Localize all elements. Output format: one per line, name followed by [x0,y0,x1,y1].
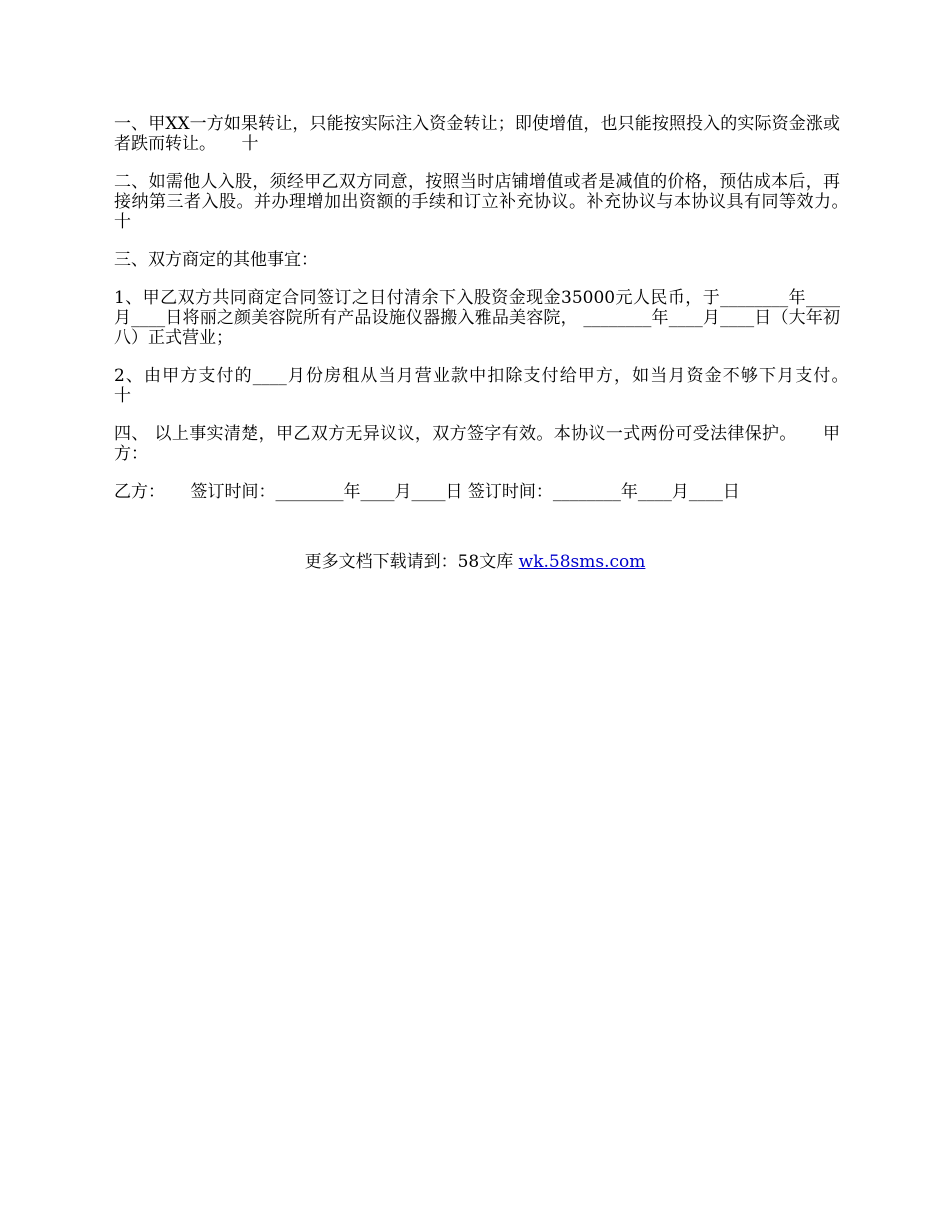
clause-4: 四、 以上事实清楚，甲乙双方无异议议，双方签字有效。本协议一式两份可受法律保护。 甲方： [114,424,840,464]
signature-line: 乙方： 签订时间：________年____月____日 签订时间：________年____月____日 [114,482,740,502]
clause-3-item-1: 1、甲乙双方共同商定合同签订之日付清余下入股资金现金35000元人民币，于________年____月____日将丽之颜美容院所有产品设施仪器搬入雅品美容院， ________年____月____日（大年初八）正式营业； [114,288,840,348]
footer-text: 更多文档下载请到：58文库 [304,552,519,572]
clause-2: 二、如需他人入股，须经甲乙双方同意，按照当时店铺增值或者是减值的价格，预估成本后，再接纳第三者入股。并办理增加出资额的手续和订立补充协议。补充协议与本协议具有同等效力。 十 [114,172,874,232]
footer-link[interactable]: wk.58sms.com [518,552,646,572]
document-body [114,114,874,520]
clause-3-item-2: 2、由甲方支付的____月份房租从当月营业款中扣除支付给甲方，如当月资金不够下月支付。 十 [114,366,874,406]
footer [0,552,950,572]
clause-1: 一、甲XX一方如果转让，只能按实际注入资金转让；即使增值，也只能按照投入的实际资金涨或者跌而转让。 十 [114,114,840,154]
clause-3-heading: 三、双方商定的其他事宜： [114,250,318,270]
